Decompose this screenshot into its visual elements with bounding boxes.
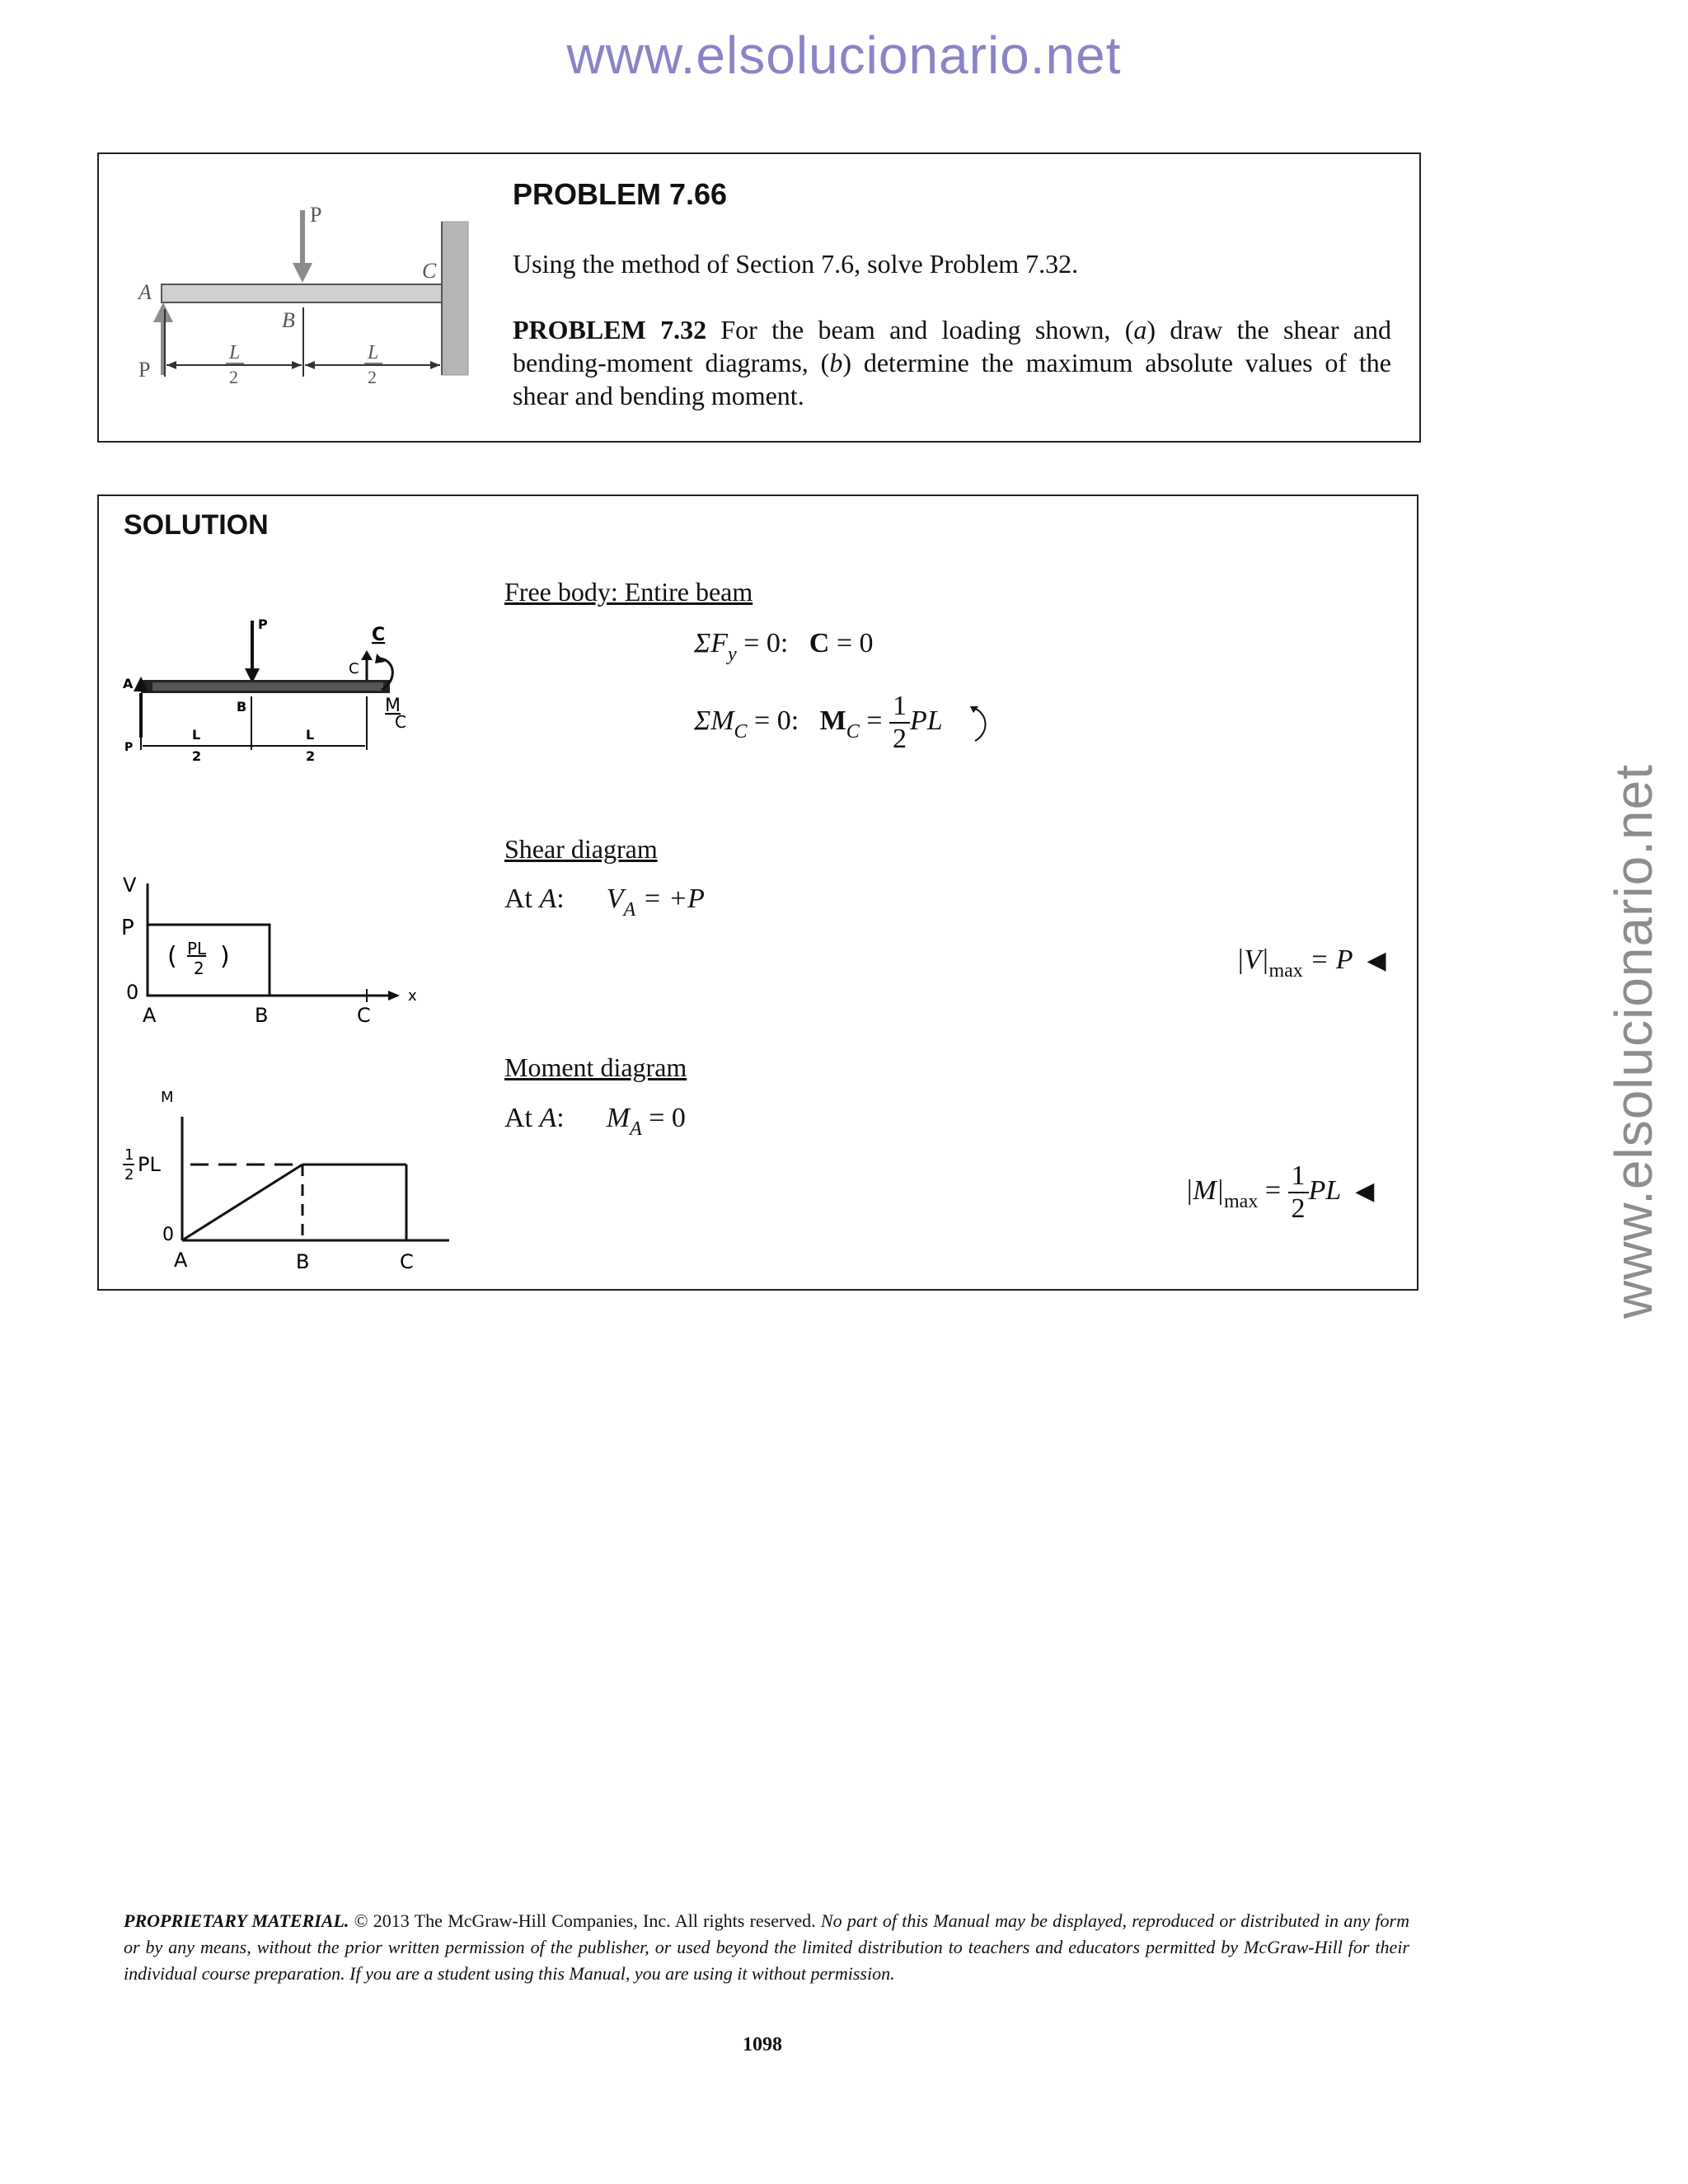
frac-den: 2 xyxy=(1291,1193,1306,1224)
dim-l: L xyxy=(192,727,201,743)
area-num: PL xyxy=(187,939,207,958)
area-den: 2 xyxy=(194,958,204,978)
moment-at-a xyxy=(504,1103,686,1141)
label-p-low: P xyxy=(124,741,134,754)
label-p: P xyxy=(121,916,134,940)
moment-heading: Moment diagram xyxy=(504,1052,687,1082)
reference-label: PROBLEM 7.32 xyxy=(513,315,707,344)
moment-ramp xyxy=(182,1165,302,1240)
answer-marker-icon: ◀ xyxy=(1355,1177,1375,1205)
reference-text: ) determine the maximum absolute values of the shear and bending moment. xyxy=(513,348,1392,410)
label-pl: PL xyxy=(138,1153,161,1176)
label-b: B xyxy=(255,1004,269,1027)
mmax-sub: max xyxy=(1224,1190,1259,1212)
v-var: V xyxy=(606,883,624,914)
footer-bold: PROPRIETARY MATERIAL. xyxy=(124,1910,349,1931)
frac-den: 2 xyxy=(892,724,907,754)
label-v: V xyxy=(123,874,137,897)
label-p: P xyxy=(258,616,268,632)
dim-arrow xyxy=(166,361,176,369)
reaction-c-arrowhead xyxy=(361,650,373,660)
moment-diagram-sketch xyxy=(120,1084,449,1282)
fraction-half xyxy=(889,692,910,753)
reference-part-a: a xyxy=(1133,315,1147,344)
dim-arrow xyxy=(292,361,302,369)
dim-l: L xyxy=(306,727,315,743)
free-body-sketch xyxy=(120,614,433,766)
label-zero: 0 xyxy=(162,1225,174,1245)
free-body-heading: Free body: Entire beam xyxy=(504,577,753,607)
label-a: A xyxy=(174,1249,188,1272)
reference-text: For the beam and loading shown, ( xyxy=(706,315,1134,344)
m-value: = 0 xyxy=(641,1103,686,1133)
footer-normal: © 2013 The McGraw-Hill Companies, Inc. All rights reserved. xyxy=(349,1910,821,1931)
beam xyxy=(162,284,442,302)
eq-tail: PL xyxy=(909,705,943,736)
x-axis-arrow xyxy=(388,991,400,1001)
shear-block xyxy=(148,925,270,996)
shear-heading: Shear diagram xyxy=(504,834,658,864)
label-half-num: 1 xyxy=(124,1146,134,1164)
m-var: M xyxy=(606,1103,631,1133)
eq-rhs: = 0: xyxy=(736,628,789,658)
problem-reference xyxy=(513,313,1391,412)
problem-statement: Using the method of Section 7.6, solve Problem 7.32. xyxy=(513,249,1079,279)
dim-l-den: 2 xyxy=(368,367,377,387)
load-p-shaft xyxy=(300,210,305,265)
dim-l-den: 2 xyxy=(229,367,238,387)
frac-num: 1 xyxy=(889,692,910,724)
shear-diagram-sketch xyxy=(120,874,433,1030)
moment-max-result xyxy=(1185,1162,1374,1223)
v-value: = +P xyxy=(635,883,705,914)
sum-mc: ΣM xyxy=(694,705,734,736)
label-m-sub-c: C xyxy=(395,712,406,732)
label-m: M xyxy=(385,696,401,716)
label-x: x xyxy=(408,987,417,1005)
label-c-small: C xyxy=(349,660,359,677)
vmax-rhs: = P xyxy=(1302,944,1353,975)
shear-at-a xyxy=(504,883,705,921)
reference-text: ) draw the shear and bending-moment diagrams, ( xyxy=(513,315,1392,377)
m-var-sub: A xyxy=(630,1118,642,1140)
dim-l-num: L xyxy=(229,342,241,363)
shear-max-result xyxy=(1236,944,1386,982)
label-c: C xyxy=(422,259,437,283)
v-var-sub: A xyxy=(623,899,636,921)
area-paren-left: ( xyxy=(167,942,177,971)
reaction-c-bold: C xyxy=(809,628,830,658)
dim-arrow xyxy=(305,361,315,369)
label-c-under: C xyxy=(372,625,386,645)
label-half-den: 2 xyxy=(124,1166,134,1183)
watermark-top[interactable]: www.elsolucionario.net xyxy=(566,26,1122,85)
sum-fy: ΣF xyxy=(694,628,728,658)
at-colon: : xyxy=(556,883,565,914)
at-colon: : xyxy=(556,1103,565,1133)
beam-shade xyxy=(152,682,383,691)
wall xyxy=(442,222,468,375)
eq-rhs: = 0: xyxy=(747,705,799,736)
label-m: M xyxy=(161,1089,174,1106)
mmax-eq: = xyxy=(1258,1174,1288,1206)
vmax-sub: max xyxy=(1268,960,1303,982)
at-point: A xyxy=(539,883,557,914)
moment-direction-icon xyxy=(968,705,993,746)
at-point: A xyxy=(539,1103,557,1133)
at-label: At xyxy=(504,883,540,914)
dim-l-den: 2 xyxy=(306,748,316,764)
frac-num: 1 xyxy=(1288,1162,1309,1193)
watermark-side[interactable]: www.elsolucionario.net xyxy=(1604,764,1663,1319)
reference-part-b: b xyxy=(829,348,843,377)
vmax-lhs: |V| xyxy=(1236,944,1269,975)
equilibrium-fy xyxy=(694,628,874,666)
problem-title: PROBLEM 7.66 xyxy=(513,177,728,211)
fraction-half xyxy=(1288,1162,1309,1223)
sum-fy-sub: y xyxy=(727,644,737,665)
label-p-bottom: P xyxy=(138,358,151,382)
label-c: C xyxy=(357,1004,371,1027)
copyright-footer xyxy=(124,1908,1409,1987)
dim-l-num: L xyxy=(368,342,379,363)
label-zero: 0 xyxy=(126,981,139,1004)
label-a: A xyxy=(143,1004,157,1027)
footer-italic: No part of this Manual may be displayed, reproduced or distributed in any form or by any means, without the prior written permission of the publisher, or used beyond the limited distribution to teachers and educators permitted by McGraw-Hill for their individual course preparation. If you are a student using this Manual, you are using it without permission. xyxy=(124,1910,1409,1984)
reaction-p-arrowhead xyxy=(153,302,173,322)
solution-title: SOLUTION xyxy=(124,509,269,541)
problem-beam-figure xyxy=(124,194,486,391)
page-number: 1098 xyxy=(743,2034,782,2055)
mmax-tail: PL xyxy=(1308,1174,1342,1206)
label-c: C xyxy=(400,1250,414,1273)
area-paren-right: ) xyxy=(220,942,230,971)
moment-c-sub: C xyxy=(846,720,860,743)
mmax-lhs: |M| xyxy=(1185,1174,1225,1206)
sum-mc-sub: C xyxy=(734,720,748,743)
equilibrium-mc xyxy=(694,692,943,753)
eq-sign: = xyxy=(859,705,889,736)
label-p-top: P xyxy=(310,203,322,227)
dim-l-den: 2 xyxy=(192,748,202,764)
label-a: A xyxy=(138,280,152,304)
at-label: At xyxy=(504,1103,540,1133)
load-p-arrowhead xyxy=(293,263,312,283)
label-b: B xyxy=(296,1250,310,1273)
label-a: A xyxy=(123,676,134,691)
label-b: B xyxy=(237,699,247,715)
label-b: B xyxy=(282,308,295,332)
moment-c-bold: M xyxy=(819,705,846,736)
answer-marker-icon: ◀ xyxy=(1367,947,1386,974)
dim-arrow xyxy=(430,361,440,369)
eq-result: = 0 xyxy=(829,628,874,658)
